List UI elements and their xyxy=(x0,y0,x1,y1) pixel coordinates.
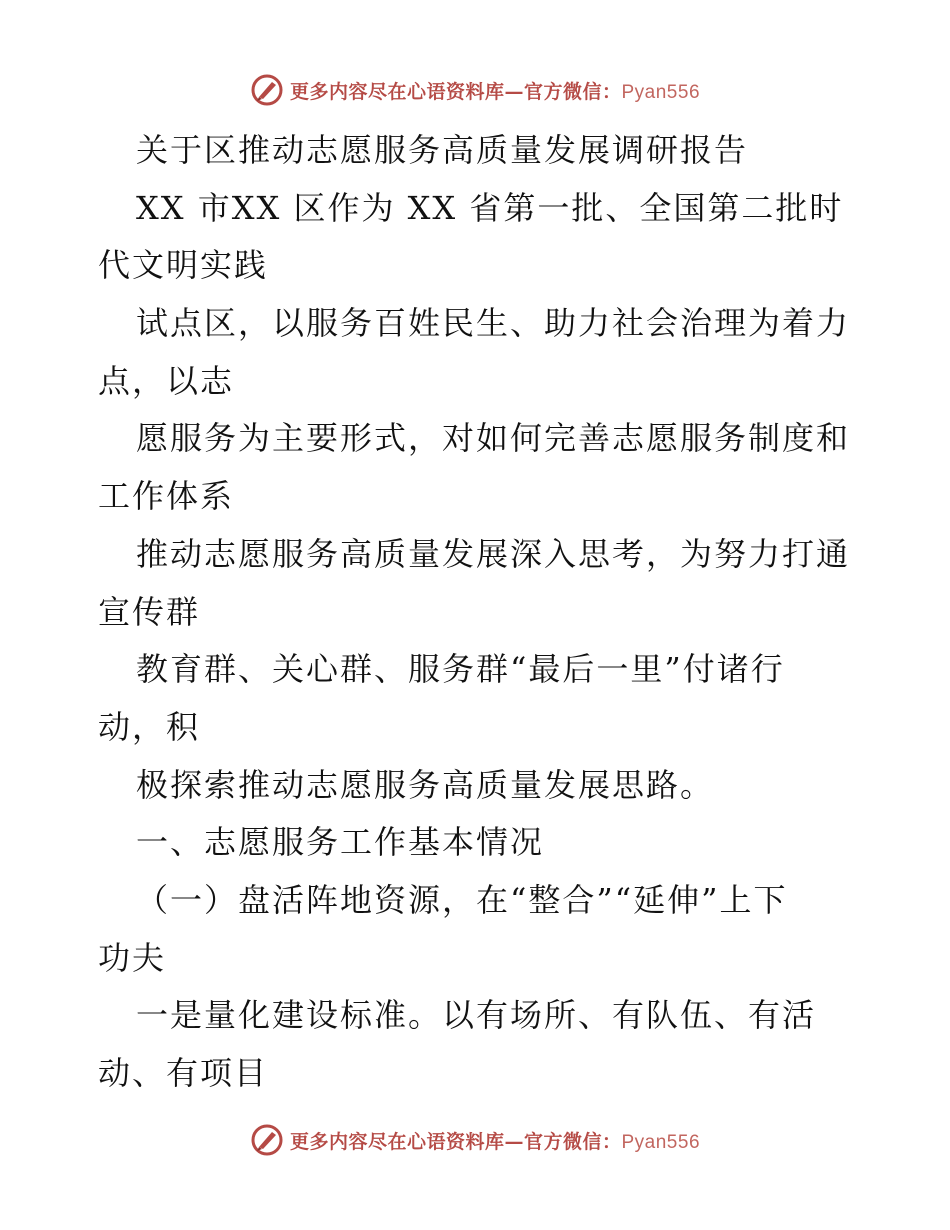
quill-logo-icon xyxy=(250,73,284,107)
footer-watermark xyxy=(0,1120,950,1160)
text-line: 功夫 xyxy=(98,938,167,977)
text-line: 推动志愿服务高质量发展深入思考，为努力打通 xyxy=(136,534,851,573)
text-line: 一是量化建设标准。以有场所、有队伍、有活 xyxy=(136,996,817,1035)
text-line: 工作体系 xyxy=(98,477,235,516)
text-line: 极探索推动志愿服务高质量发展思路。 xyxy=(136,765,715,804)
text-line: 试点区，以服务百姓民生、助力社会治理为着力 xyxy=(136,304,851,343)
watermark-text: 更多内容尽在心语资料库—官方微信：Pyan556 xyxy=(289,80,701,103)
text-line: 动、有项目 xyxy=(98,1054,269,1092)
watermark-text: 更多内容尽在心语资料库—官方微信：Pyan556 xyxy=(289,1130,701,1153)
text-line: XX 市XX 区作为 XX 省第一批、全国第二批时 xyxy=(136,188,844,227)
text-line: 愿服务为主要形式，对如何完善志愿服务制度和 xyxy=(136,419,851,458)
text-line: 点，以志 xyxy=(98,361,235,400)
text-line: 代文明实践 xyxy=(98,246,269,285)
text-line: 一、志愿服务工作基本情况 xyxy=(136,823,545,862)
text-line: 动，积 xyxy=(98,707,201,746)
quill-logo-icon xyxy=(250,1123,284,1157)
text-line: 关于区推动志愿服务高质量发展调研报告 xyxy=(136,131,749,169)
text-line: 宣传群 xyxy=(98,592,201,631)
header-watermark xyxy=(0,70,950,110)
text-line: 教育群、关心群、服务群“最后一里”付诸行 xyxy=(136,650,785,689)
document-body xyxy=(98,122,858,1103)
text-line: （一）盘活阵地资源，在“整合”“延伸”上下 xyxy=(136,880,788,919)
